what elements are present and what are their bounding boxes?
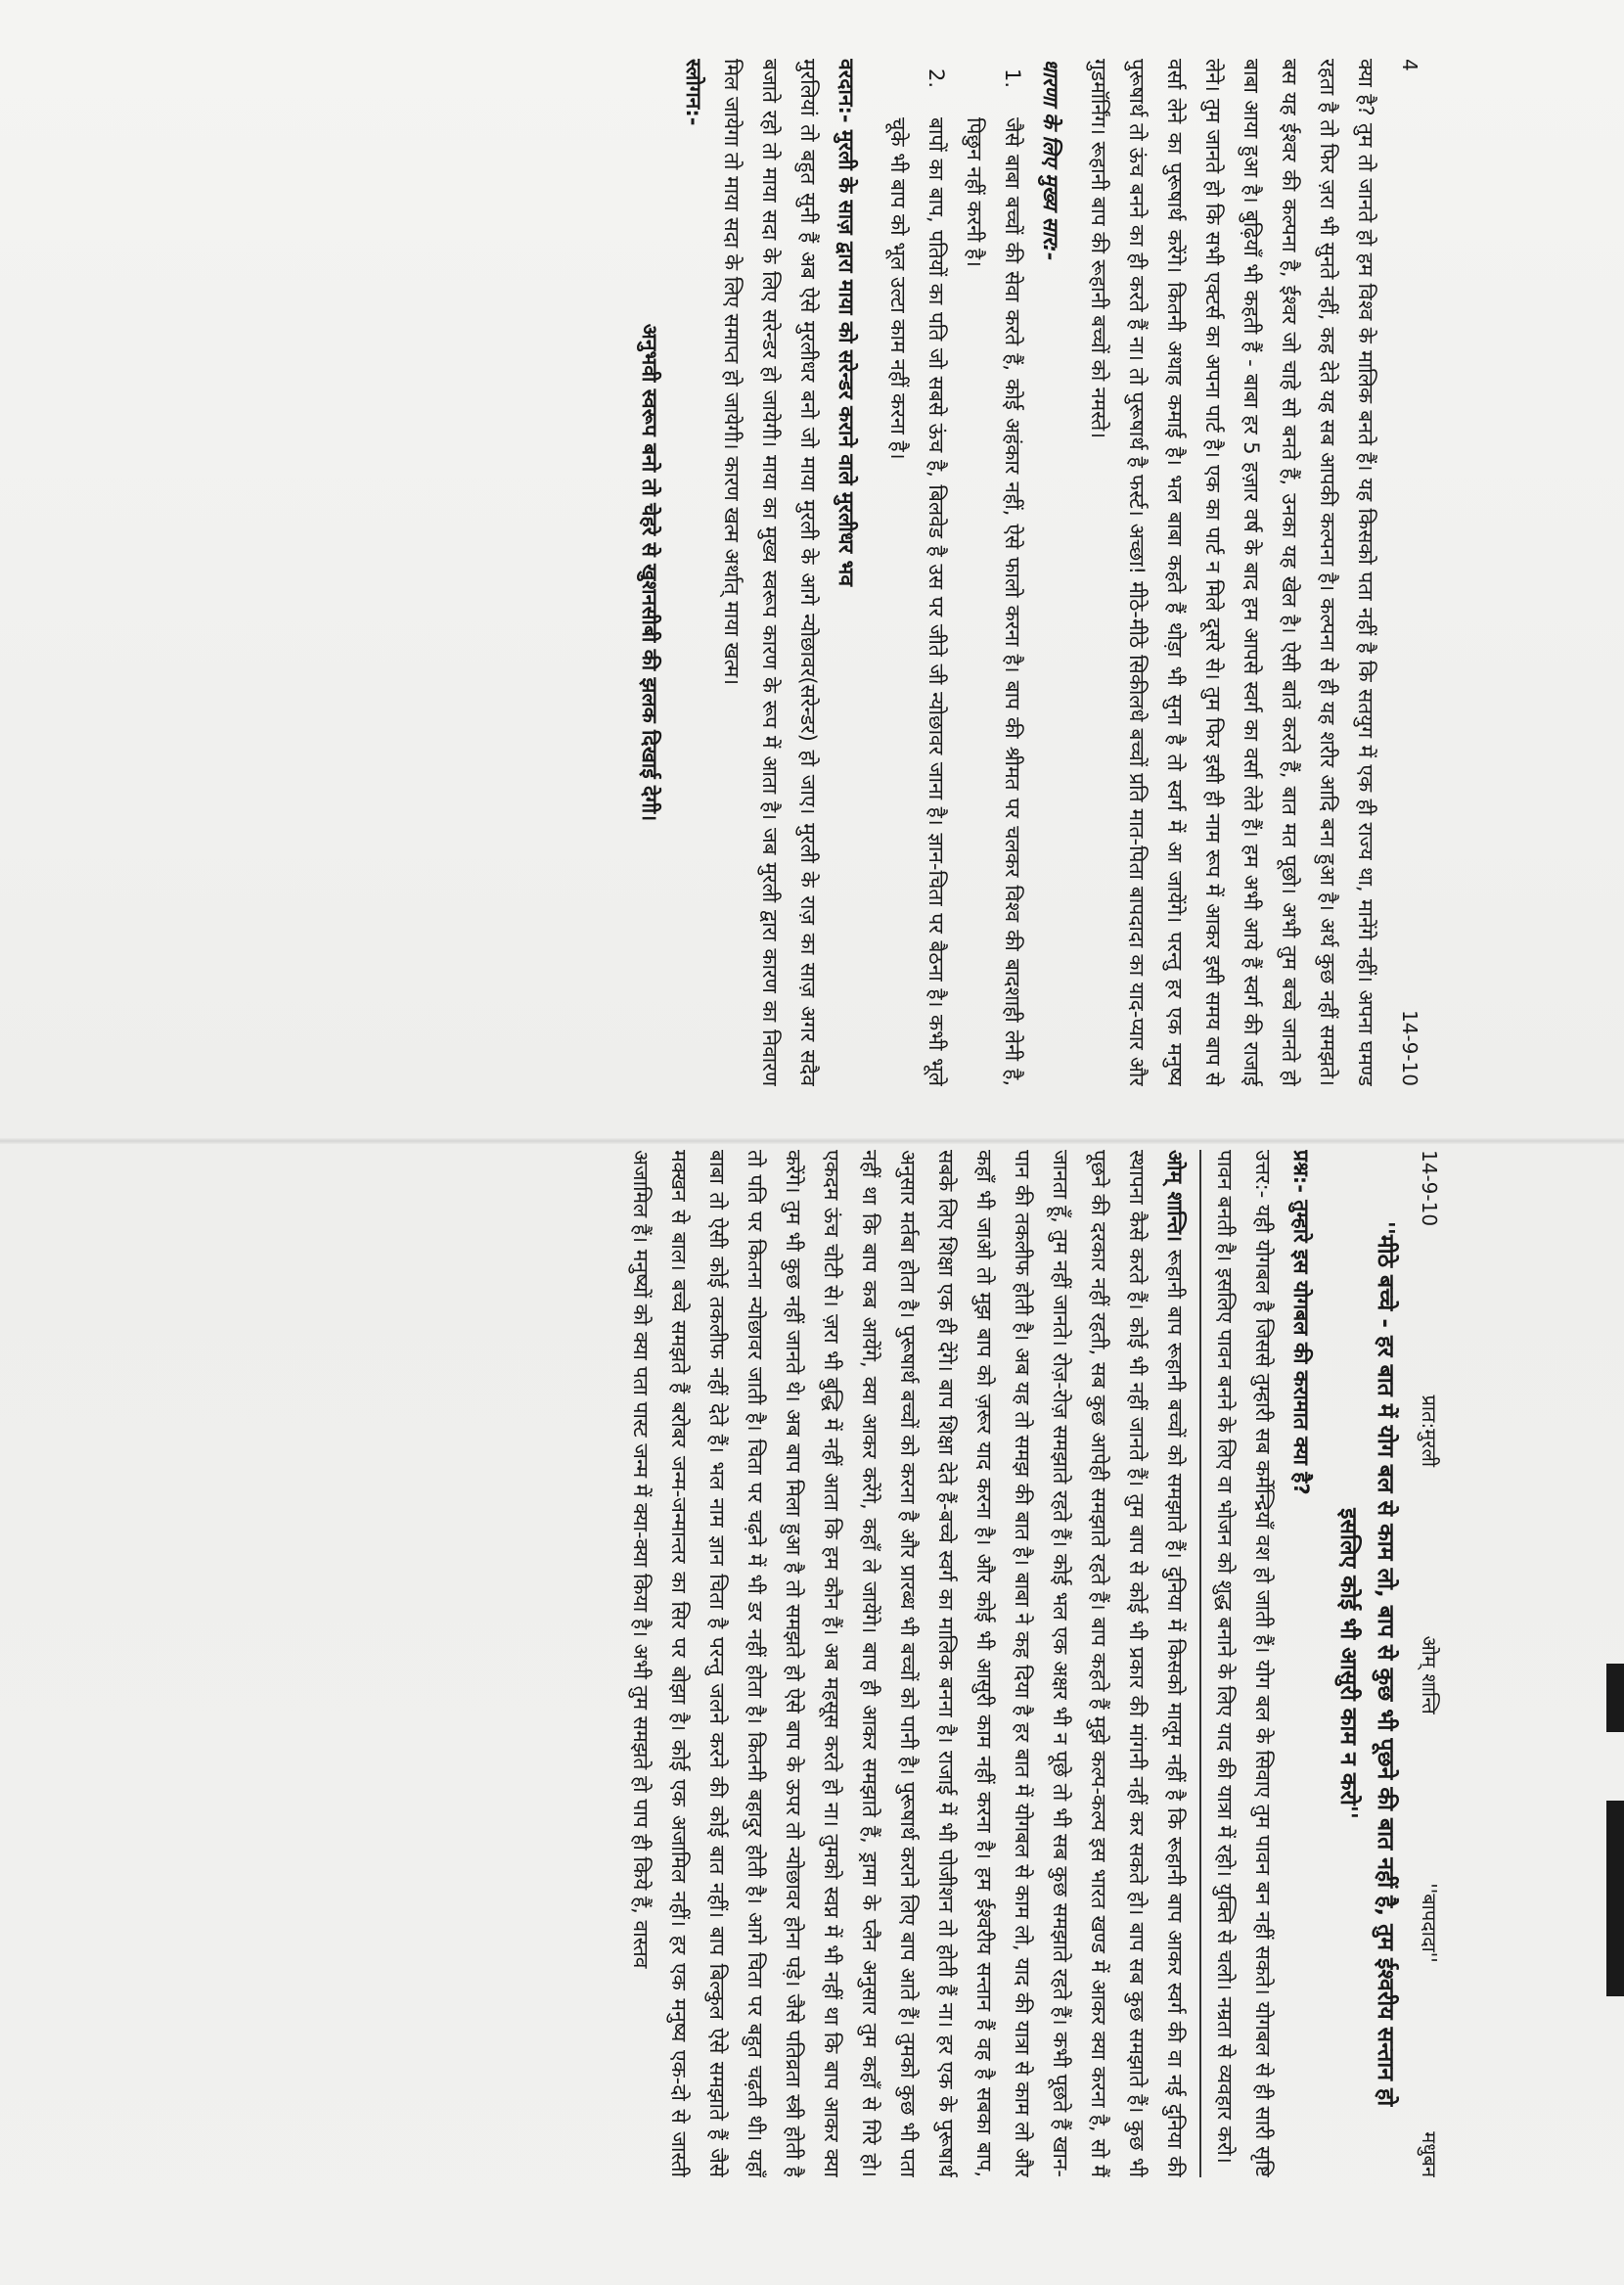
edge-mark bbox=[1606, 1801, 1624, 1996]
question: प्रश्न:- तुम्हारे इस योगबल की करामात क्या है? bbox=[1289, 1150, 1313, 1495]
slogan-text: अनुभवी स्वरूप बनो तो चेहरे से खुशनसीबी की झलक दिखाई देगी। bbox=[638, 323, 661, 822]
murli-body bbox=[621, 1150, 1194, 2177]
dharna-item-number: 2. bbox=[925, 69, 948, 89]
murli-header bbox=[1410, 1150, 1448, 2177]
dharna-title: धारणा के लिए मुख्य सार:- bbox=[1039, 59, 1062, 261]
murli-title: ''मीठे बच्चे - हर बात में योग बल से काम लो, बाप से कुछ भी पूछने की बात नहीं है, तुम ईश्वरीय सन्तान हो इसलिए कोई भी आसुरी काम न करो'' bbox=[1335, 1220, 1398, 2107]
vardan-title: वरदान:- मुरली के साज़ द्वारा माया को सरेन्डर कराने वाले मुरलीधर भव bbox=[835, 59, 858, 586]
body-paragraph: रूहानी बाप रूहानी बच्चों को समझाते हैं। दुनिया में किसको मालूम नहीं है कि रूहानी बाप आकर स्वर्ग की वा नई दुनिया की स्थापना कैसे करते हैं। कोई भी नहीं जानते हैं। तुम बाप से कोई भी प्रकार की मांगनी नहीं कर सकते हो। बाप सब कुछ समझाते हैं। कुछ भी पूछने की दरकार नहीं रहती, सब कुछ आपेही समझाते रहते हैं। बाप कहते हैं मुझे कल्प-कल्प इस भारत खण्ड में आकर क्या करना है, सो मैं जानता हूँ, तुम नहीं जानते। रोज़-रोज़ समझाते रहते हैं। कोई भल एक अक्षर भी न पूछे तो भी सब कुछ समझाते रहते हैं। कभी पूछते हैं खान-पान की तकलीफ होती है। अब यह तो समझ की बात है। बाबा ने कह दिया है हर बात में योगबल से काम लो, याद की यात्रा से काम लो और कहाँ भी जाओ तो मुझ बाप को ज़रूर याद करना है। और कोई भी आसुरी काम नहीं करना है। हम ईश्वरीय सन्तान हैं वह है सबका बाप, सबके लिए शिक्षा एक ही देंगे। बाप शिक्षा देते हैं-बच्चे स्वर्ग का मालिक बनना है। राजाई में भी पोजीशन तो होती हैं ना। हर एक के पुरूषार्थ अनुसार मर्तबा होता है। पुरूषार्थ बच्चों को करना है और प्रारब्ध भी बच्चों को पानी है। पुरूषार्थ कराने लिए बाप आते हैं। तुमको कुछ भी पता नहीं था कि बाप कब आयेंगे, क्या आकर करेंगे, कहाँ ले जायेंगे। बाप ही आकर समझाते हैं, ड्रामा के प्लैन अनुसार तुम कहाँ से गिरे हो। एकदम ऊंच चोटी से। ज़रा भी बुद्धि में नहीं आता कि हम कौन हैं। अब महसूस करते हो ना। तुमको स्वप्न में भी नहीं था कि बाप आकर क्या करेंगे। तुम भी कुछ नहीं जानते थे। अब बाप मिला हुआ है तो समझते हो ऐसे बाप के ऊपर तो न्योछावर होना पड़े। जैसे पतिव्रता स्त्री होती है तो पति पर कितना न्योछावर जाती है। चिता पर चढ़ने में भी डर नहीं होता है। कितनी बहादुर होती है। आगे चिता पर बहुत चढ़ती थी। यहाँ बाबा तो ऐसी कोई तकलीफ नहीं देते हैं। भल नाम ज्ञान चिता है परन्तु जलने करने की कोई बात नहीं। बाप बिल्कुल ऐसे समझाते हैं जैसे मक्खन से बाल। बच्चे समझते हैं बरोबर जन्म-जन्मान्तर का सिर पर बोझा है। कोई एक अजामिल नहीं। हर एक मनुष्य एक-दो से जास्ती अजामिल हैं। मनुष्यों को क्या पता पास्ट जन्म में क्या-क्या किया है। अभी तुम समझते हो पाप ही किये हैं, वास्तव bbox=[629, 1150, 1187, 2177]
answer: उत्तर:- यही योगबल है जिससे तुम्हारी सब कर्मेन्द्रियाँ वश हो जाती हैं। योग बल के सिवाए तुम पावन बन नहीं सकते। योगबल से ही सारी सृष्टि पावन बनती है। इसलिए पावन बनने के लिए वा भोजन को शुद्ध बनाने के लिए याद की यात्रा में रहो। युक्ति से चलो। नम्रता से व्यवहार करो। bbox=[1213, 1150, 1275, 2177]
page-four bbox=[20, 59, 1428, 1086]
bapdada-label: ''बापदादा'' bbox=[1418, 1883, 1441, 1963]
om-shanti-header: ओम् शान्ति bbox=[1418, 1635, 1441, 1714]
murli-date: 14-9-10 bbox=[1418, 1150, 1441, 1227]
fold-line bbox=[0, 1138, 1624, 1144]
dharna-item bbox=[955, 59, 1031, 1086]
vardan-text: मुरलियां तो बहुत सुनी हैं अब ऐसे मुरलीधर बनो जो माया मुरली के आगे न्योछावर(सरेन्डर) हो जाए। मुरली के राज़ का साज़ अगर सदैव बजाते रहो तो माया सदा के लिए सरेन्डर हो जायेगी। माया का मुख्य स्वरूप कारण के रूप में आता है। जब मुरली द्वारा कारण का निवारण मिल जायेगा तो माया सदा के लिए समाप्त हो जायेगी। कारण खत्म अर्थात् माया खत्म। bbox=[720, 59, 820, 1086]
dharna-item-number: 1. bbox=[1001, 69, 1024, 89]
body-paragraph: क्या है? तुम तो जानते हो हम विश्व के मालिक बनते हैं। यह किसको पता नहीं है कि सतयुग में एक ही राज्य था, मानेंगे नहीं। अपना घमण्ड रहता है तो फिर ज़रा भी सुनते नहीं, कह देते यह सब आपकी कल्पना है। कल्पना से ही यह शरीर आदि बना हुआ है। अर्थ कुछ नहीं समझते। बस यह ईश्वर की कल्पना है, ईश्वर जो चाहे सो बनते हैं, उनका यह खेल है। ऐसी बातें करते हैं, बात मत पूछो। अभी तुम बच्चे जानते हो बाबा आया हुआ है। बुढ़ियाँ भी कहती हैं - बाबा हर 5 हज़ार वर्ष के बाद हम आपसे स्वर्ग का वर्सा लेते हैं। हम अभी आये हैं स्वर्ग की राजाई लेने। तुम जानते हो कि सभी एक्टर्स का अपना पार्ट है। एक का पार्ट न मिले दूसरे से। तुम फिर इसी ही नाम रूप में आकर इसी समय बाप से वर्सा लेने का पुरूषार्थ करेंगे। कितनी अथाह कमाई है। भल बाबा कहते हैं थोड़ा भी सुना है तो स्वर्ग में आ जायेंगे। परन्तु हर एक मनुष्य पुरूषार्थ तो ऊंच बनने का ही करते हैं ना। तो पुरूषार्थ है फर्स्ट। अच्छा! मीठे-मीठे सिकीलधे बच्चों प्रति मात-पिता बापदादा का याद-प्यार और गुडमॉर्निंग। रूहानी बाप की रूहानी बच्चों को नमस्ते। bbox=[1087, 59, 1377, 1086]
murli-type: प्रात:मुरली bbox=[1418, 1394, 1441, 1468]
madhuban-label: मधुबन bbox=[1418, 2131, 1441, 2177]
page-four-header bbox=[1390, 59, 1428, 1086]
slogan-title: स्लोगन:- bbox=[682, 59, 705, 126]
om-shanti-lead: ओम् शान्ति। bbox=[1163, 1150, 1187, 1243]
edge-mark bbox=[1606, 1664, 1624, 1732]
page-date: 14-9-10 bbox=[1398, 1009, 1421, 1086]
page-number: 4 bbox=[1398, 59, 1421, 71]
divider bbox=[1199, 1150, 1201, 2177]
dharna-item bbox=[879, 59, 955, 1086]
page-murli bbox=[39, 1150, 1448, 2177]
dharna-item-text: बापों का बाप, पतियों का पति जो सबसे ऊंच है, बिलवेड है उस पर जीते जी न्योछावर जाना है। ज्ञान-चिता पर बैठना है। कभी भूले चूके भी बाप को भूल उल्टा काम नहीं करना है। bbox=[886, 117, 948, 1086]
dharna-item-text: जैसे बाबा बच्चों की सेवा करते हैं, कोई अहंकार नहीं, ऐसे फालो करना है। बाप की श्रीमत पर चलकर विश्व की बादशाही लेनी है, पिछुन नहीं करनी है। bbox=[963, 117, 1024, 1086]
